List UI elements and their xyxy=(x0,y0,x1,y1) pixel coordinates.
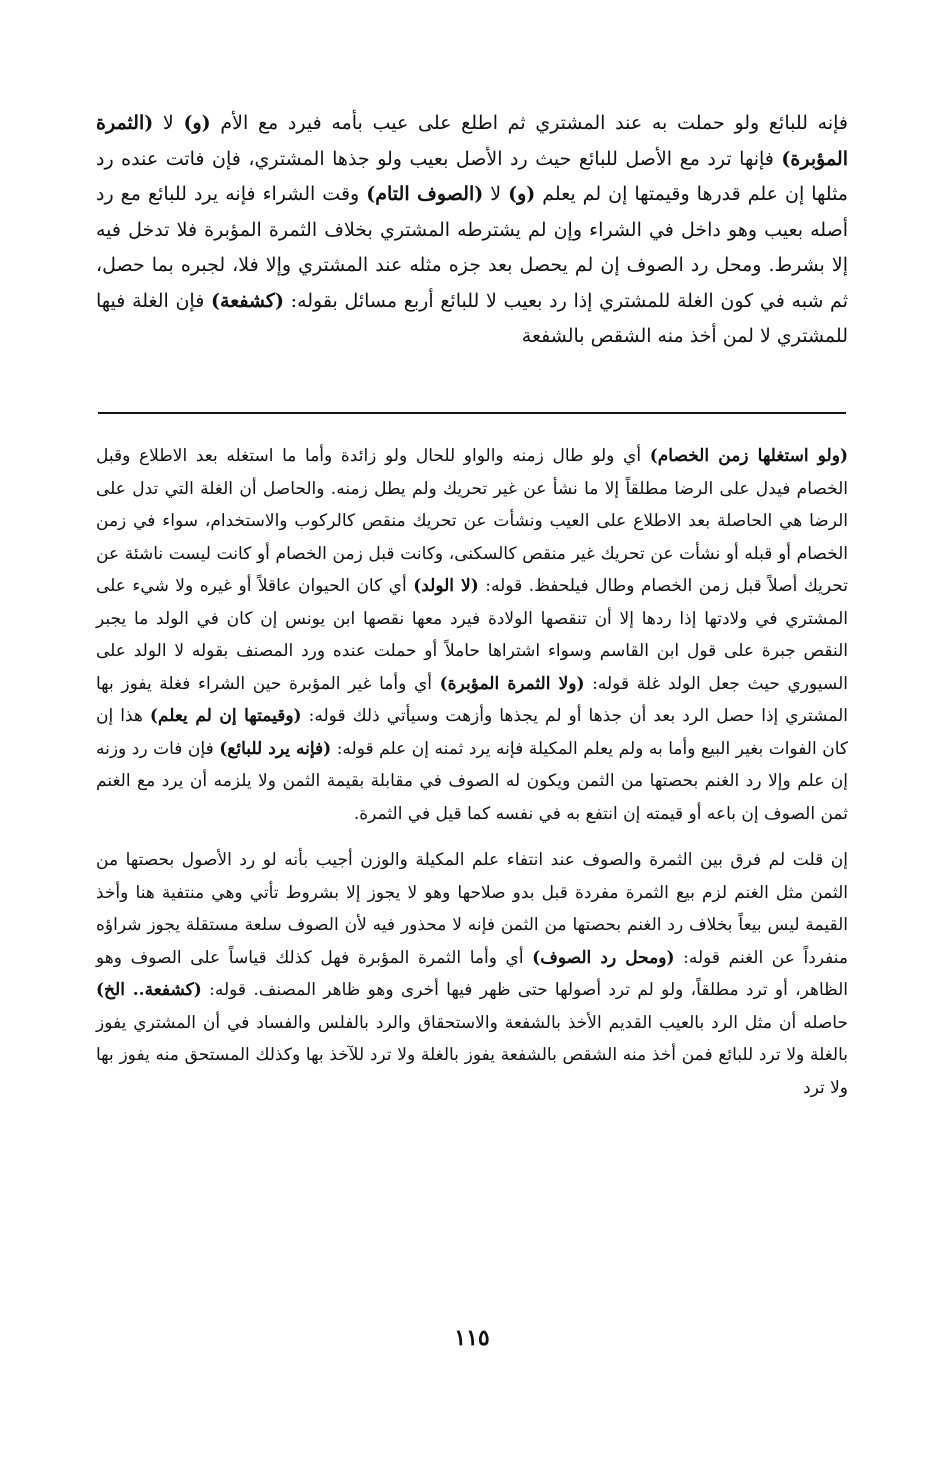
body-text: أي كان الحيوان عاقلاً أو غيره ولا شيء على المشتري في ولادتها إذا ردها إلا أن تنقصها الولادة فيرد معها نقصها ابن يونس إن كان في الولد ما يجبر النقص جبرة على قول ابن القاسم وسواء اشتراها حاملاً أو حملت عنده ورد المصنف بقوله لا الولد على السيوري حيث جعل الولد غلة قوله: xyxy=(96,576,849,694)
body-text: أي ولو طال زمنه والواو للحال ولو زائدة وأما ما استغله بعد الاطلاع وقبل الخصام فيدل على الرضا مطلقاً إلا ما نشأ عن غير تحريك ولم يطل زمنه. والحاصل أن الغلة التي تدل على الرضا هي الحاصلة بعد الاطلاع على العيب ونشأت عن تحريك منقص كالركوب والاستخدام، سواء في زمن الخصام أو قبله أو نشأت عن تحريك غير منقص كالسكنى، وكانت قبل زمن الخصام أو كانت ليست ناشئة عن تحريك أصلاً قبل زمن الخصام وطال فيلحفظ. قوله: xyxy=(96,446,848,596)
body-text: حاصله أن مثل الرد بالعيب القديم الأخذ بالشفعة والاستحقاق والرد بالفلس والفساد في أن المشتري يفوز بالغلة ولا ترد للبائع فمن أخذ منه الشقص بالشفعة يفوز بالغلة ولا ترد للآخذ بها وكذلك المستحق منه يفوز بها ولا ترد xyxy=(96,1012,848,1098)
commentary-paragraph-2 xyxy=(96,844,848,1104)
body-text: فإنه للبائع ولو حملت به عند المشتري ثم اطلع على عيب بأمه فيرد مع الأم xyxy=(210,112,848,134)
body-text: لا xyxy=(483,183,509,205)
bold-quoted-text: (ولا الثمرة المؤبرة) xyxy=(439,673,585,694)
page-number: ١١٥ xyxy=(454,1325,490,1351)
bold-quoted-text: (فإنه يرد للبائع) xyxy=(219,738,332,759)
bold-quoted-text: (و) xyxy=(508,183,536,205)
footnote-separator-line xyxy=(98,412,846,414)
bold-quoted-text: (الصوف التام) xyxy=(366,183,484,205)
bold-quoted-text: (لا الولد) xyxy=(413,576,479,596)
body-text: فإنها ترد مع الأصل للبائع حيث رد الأصل بعيب ولو جذها المشتري، فإن فاتت عنده رد مثلها إن علم قدرها وقيمتها إن لم يعلم xyxy=(96,147,848,205)
body-text: فإن الغلة فيها للمشتري لا لمن أخذ منه الشقص بالشفعة xyxy=(96,289,848,347)
commentary-block xyxy=(96,440,848,1104)
body-text: فإن فات رد وزنه إن علم وإلا رد الغنم بحصتها من الثمن ويكون له الصوف في مقابلة بقيمة الثمن ولا يلزمه أن يرد مع الغنم ثمن الصوف إن باعه أو قيمته إن انتفع به في نفسه كما قيل في الثمرة. xyxy=(96,738,848,824)
body-text: وقت الشراء فإنه يرد للبائع مع رد أصله بعيب وهو داخل في الشراء وإن لم يشترطه المشتري بخلاف الثمرة المؤبرة فلا تدخل فيه إلا بشرط. ومحل رد الصوف إن لم يحصل بعد جزه مثله عند المشتري وإلا فلا، لجبره بما حصل، ثم شبه في كون الغلة للمشتري إذا رد بعيب لا للبائع أربع مسائل بقوله: xyxy=(96,183,848,312)
body-text: هذا إن كان الفوات بغير البيع وأما به ولم يعلم المكيلة فإنه يرد ثمنه إن علم قوله: xyxy=(96,706,848,759)
bold-quoted-text: (و) xyxy=(183,112,211,134)
bold-quoted-text: (ومحل رد الصوف) xyxy=(532,947,675,968)
bold-quoted-text: (ولو استغلها زمن الخصام) xyxy=(649,446,848,466)
bold-quoted-text: (كشفعة.. الخ) xyxy=(96,980,202,1000)
body-text: أي وأما الثمرة المؤبرة فهل كذلك قياساً على الصوف وهو الظاهر، أو ترد مطلقاً، ولو لم ترد أصولها حتى ظهر فيها أخرى وهو ظاهر المصنف. قوله: xyxy=(96,947,848,1000)
bold-quoted-text: (الثمرة المؤبرة) xyxy=(96,112,848,170)
bold-quoted-text: (وقيمتها إن لم يعلم) xyxy=(149,706,302,726)
body-text: أي وأما غير المؤبرة حين الشراء فغلة يفوز بها المشتري إذا حصل الرد بعد أن جذها أو لم يجذها وأزهت وسيأتي ذلك قوله: xyxy=(96,673,848,726)
commentary-paragraph-1 xyxy=(96,440,848,830)
body-text: إن قلت لم فرق بين الثمرة والصوف عند انتفاء علم المكيلة والوزن أجيب بأنه لو رد الأصول بحصتها من الثمن مثل الغنم لزم بيع الثمرة مفردة قبل بدو صلاحها وهو لا يجوز إلا بشروط تأتي وهي منتفية هنا وأخذ القيمة ليس بيعاً بخلاف رد الغنم بحصتها من الثمن فإنه لا محذور فيه لأن الصوف سلعة مستقلة يجوز شراؤه منفرداً عن الغنم قوله: xyxy=(96,850,848,968)
main-text-block xyxy=(96,106,848,355)
body-text: لا xyxy=(153,112,184,134)
bold-quoted-text: (كشفعة) xyxy=(211,289,284,312)
